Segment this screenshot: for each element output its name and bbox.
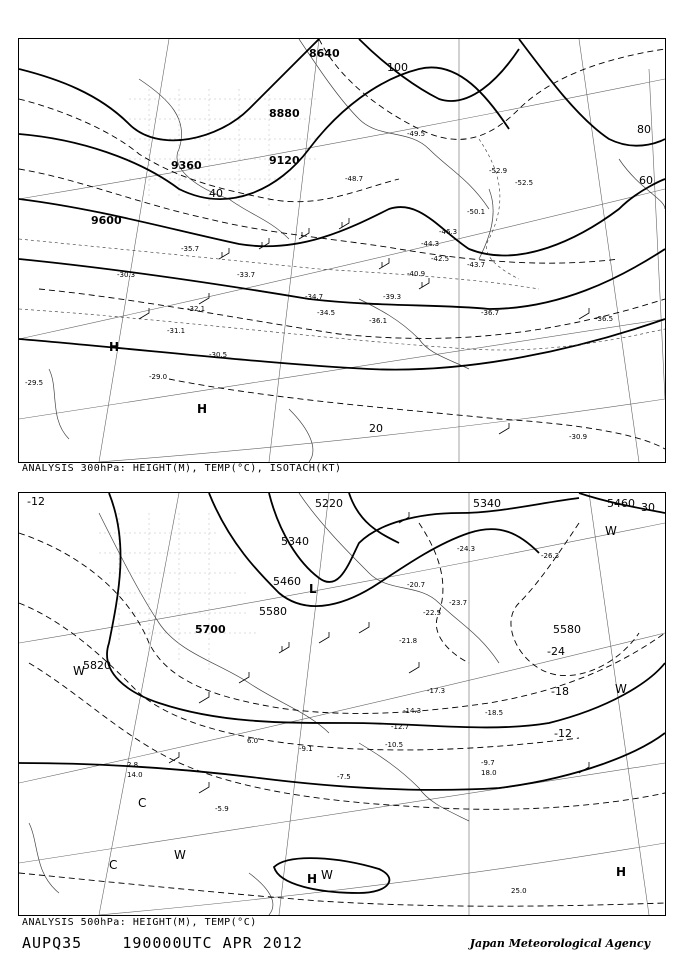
height-label: 5220 [315,497,343,510]
height-label: 5580 [553,623,581,636]
station-value: -17.3 [427,687,446,695]
cold-center-marker: C [138,796,147,810]
high-center-marker: H [307,872,318,886]
isotherm-label: -12 [27,495,45,508]
agency-name: Japan Meteorological Agency [469,937,650,950]
height-label: 5580 [259,605,287,618]
station-value: -12.7 [391,723,410,731]
temp-value: -36.1 [369,317,388,325]
isotach-label: 60 [639,174,653,187]
station-values [127,545,559,895]
temp-value: -39.3 [383,293,402,301]
high-center-marker: H [197,402,208,416]
height-label: 5460 [607,497,635,510]
cold-center-marker: C [109,858,118,872]
isotherm-label: -24 [547,645,565,658]
station-value: -18.5 [485,709,504,717]
temperature-values [25,130,613,441]
caption-500hpa: ANALYSIS 500hPa: HEIGHT(M), TEMP(°C) [22,917,257,928]
temp-value: -40.9 [407,270,426,278]
temp-value: -52.9 [489,167,508,175]
warm-center-marker: W [73,664,85,678]
chart-300hpa [19,39,665,462]
height-label: 9360 [171,159,202,172]
isotherms [19,523,665,906]
temp-value: -32.1 [187,305,206,313]
temp-value: -48.7 [345,175,364,183]
temp-value: -30.5 [209,351,228,359]
height-labels [91,47,340,227]
temp-value: -29.0 [149,373,168,381]
station-value: -9.1 [299,745,313,753]
temp-value: -49.5 [407,130,426,138]
warm-center-marker: W [605,524,617,538]
station-value: 25.0 [511,887,527,895]
station-value: -9.7 [481,759,495,767]
station-value: 18.0 [481,769,497,777]
temp-value: -36.5 [595,315,614,323]
chart-code: AUPQ35 [22,934,83,952]
coastline [49,39,665,462]
height-contours [19,39,665,370]
station-value: -20.7 [407,581,426,589]
warm-center-marker: W [321,868,333,882]
high-center-marker: H [109,340,120,354]
station-value: -22.5 [423,609,442,617]
height-label: 8640 [309,47,340,60]
isotherms [19,139,665,350]
temp-value: -34.7 [305,293,324,301]
chart-500hpa [19,493,665,915]
chart-datetime: 190000UTC APR 2012 [122,934,303,952]
isotach-label: 40 [209,187,223,200]
station-value: -14.3 [403,707,422,715]
height-label: 5340 [281,535,309,548]
temp-value: -46.3 [439,228,458,236]
graticule [19,493,665,915]
temp-value: -30.3 [117,271,136,279]
station-value: -7.5 [337,773,351,781]
station-value: -21.8 [399,637,418,645]
station-value: 6.0 [247,737,259,745]
station-value: -24.3 [457,545,476,553]
coastline [29,493,499,915]
station-value: -26.3 [541,552,560,560]
chart-identifier [22,934,303,952]
temp-value: -50.1 [467,208,486,216]
low-center-marker: L [309,582,317,596]
temp-value: -31.1 [167,327,186,335]
temp-value: -34.5 [317,309,336,317]
map-panel-300hpa [18,38,666,463]
high-center-marker: H [616,865,627,879]
caption-300hpa: ANALYSIS 300hPa: HEIGHT(M), TEMP(°C), ISOTACH(KT) [22,463,342,474]
wind-barbs [169,512,589,793]
isotherm-label: -18 [551,685,569,698]
height-label: 9120 [269,154,300,167]
temp-value: -36.7 [481,309,500,317]
isotach-label: 20 [369,422,383,435]
isotach-label: 80 [637,123,651,136]
temp-value: -43.7 [467,261,486,269]
height-label: 5700 [195,623,226,636]
temp-value: -33.7 [237,271,256,279]
temp-value: -42.5 [431,255,450,263]
temp-value: -44.3 [421,240,440,248]
temp-value: -35.7 [181,245,200,253]
station-value: -23.7 [449,599,468,607]
height-label: 8880 [269,107,300,120]
isotherm-label: -30 [637,501,655,514]
station-value: 14.0 [127,771,143,779]
height-label: 5460 [273,575,301,588]
land-hatch [99,513,259,673]
warm-center-marker: W [174,848,186,862]
warm-center-marker: W [615,682,627,696]
station-value: -10.5 [385,741,404,749]
station-value: -5.9 [215,805,229,813]
isotach-label: 100 [387,61,408,74]
height-label: 5340 [473,497,501,510]
isotherm-label: -12 [554,727,572,740]
isotherm-labels [27,495,655,740]
map-panel-500hpa [18,492,666,916]
station-value: 2.8 [127,761,139,769]
temp-value: -30.9 [569,433,588,441]
temp-value: -52.5 [515,179,534,187]
height-label: 9600 [91,214,122,227]
temp-value: -29.5 [25,379,44,387]
height-label: 5820 [83,659,111,672]
